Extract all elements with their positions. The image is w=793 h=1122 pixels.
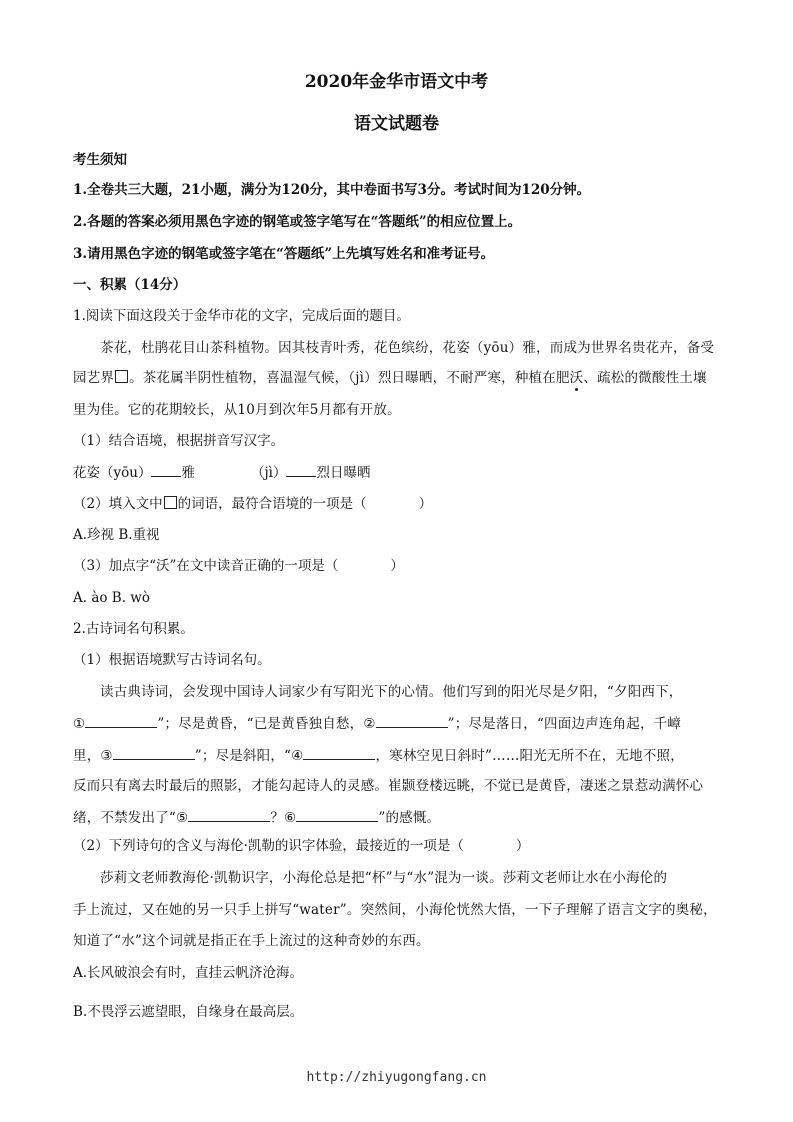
q1-sub-3 [73,556,404,576]
q2-passage-text: 里， [73,748,101,764]
answer-blank[interactable] [85,713,157,728]
q2-option-a: A.长风破浪会有时，直挂云帆济沧海。 [73,965,304,981]
q2-sub-2-text: ） [515,838,530,854]
notice-item-3: 3.请用黑色字迹的钢笔或签字笔在“答题纸”上先填写姓名和准考证号。 [73,246,495,262]
q2-story-line-1: 莎莉文老师教海伦·凯勒识字，小海伦总是把“杯”与“水”混为一谈。莎莉文老师让水在小海伦的 [100,870,668,886]
q2-passage-line-3 [73,745,684,766]
section-heading: 一、积累（14分） [73,277,187,293]
answer-blank[interactable] [151,462,181,477]
pinyin-item: 烈日曝晒 [316,465,371,481]
page-title: 2020年金华市语文中考 [304,72,489,92]
q1-passage-text: 园艺界 [73,370,115,386]
q1-sub-2-options: A.珍视 B.重视 [73,527,160,543]
q2-passage-text: 绪，不禁发出了“ [73,810,177,826]
q1-sub-2-text: （2）填入文中 [73,496,163,512]
q2-passage-text: ”；尽是落日，“四面边声连角起，千嶂 [447,716,682,732]
q2-story-line-2: 手上流过，又在她的另一只手上拼写“water”。突然间，小海伦恍然大悟，一下子理解了语言文字的奥秘， [73,902,717,918]
q2-passage-line-1: 读古典诗词，会发现中国诗人词家少有写阳光下的心情。他们写到的阳光尽是夕阳，“夕阳西下， [100,684,683,700]
answer-blank[interactable] [188,807,270,822]
q2-story-line-3: 知道了“水”这个词就是指正在手上流过的这种奇妙的东西。 [73,933,430,949]
page-subtitle: 语文试题卷 [354,114,439,134]
footer-url: http://zhiyugongfang.cn [306,1070,487,1085]
blank-marker-2: ② [363,716,376,732]
blank-box [115,370,128,383]
q2-passage-text: ”的感慨。 [378,810,441,826]
q2-passage-text: ”；尽是斜阳，“ [194,748,292,764]
blank-box [164,496,177,509]
q1-passage-line-1: 茶花，杜鹃花目山茶科植物。因其枝青叶秀，花色缤纷，花姿（yōu）雅，而成为世界名贵花卉，备受 [100,340,715,356]
notice-heading: 考生须知 [73,152,127,168]
q2-passage-line-2 [73,713,681,734]
answer-blank[interactable] [376,713,448,728]
pinyin-item: 花姿（yōu） [73,465,152,481]
q2-passage-line-4: 反而只有离去时最后的照影，才能勾起诗人的灵感。崔颢登楼远眺，不觉已是黄昏，凄迷之景惹动满怀心 [73,778,704,794]
q2-passage-text: ，寒林空见日斜时”……阳光无所不在，无地不照， [375,748,684,764]
q1-passage-line-2 [73,368,707,388]
q1-sub-3-text: （3）加点字“沃”在文中读音正确的一项是（ [73,558,339,574]
q2-sub-2 [73,836,529,856]
answer-blank[interactable] [113,745,195,760]
q2-option-b: B.不畏浮云遮望眼，自缘身在最高层。 [73,1004,304,1020]
blank-marker-4: ④ [291,748,304,764]
q2-sub-1: （1）根据语境默写古诗词名句。 [73,652,271,668]
q2-passage-line-5 [73,807,440,828]
blank-marker-3: ③ [100,748,113,764]
answer-blank[interactable] [296,807,378,822]
pinyin-item: （jì） [250,465,287,481]
q1-sub-3-options: A. ào B. wò [73,590,150,606]
q1-sub-3-text: ） [390,558,404,574]
q1-sub-2 [73,494,432,514]
answer-blank[interactable] [286,462,316,477]
q2-passage-text: ”；尽是黄昏，“已是黄昏独自愁， [157,716,364,732]
q1-sub-1: （1）结合语境，根据拼音写汉字。 [73,433,285,449]
pinyin-item: 雅 [181,465,195,481]
answer-blank[interactable] [303,745,375,760]
q1-sub-1-items [73,462,370,483]
notice-item-2: 2.各题的答案必须用黑色字迹的钢笔或签字笔写在“答题纸”的相应位置上。 [73,214,522,230]
question-2-stem: 2.古诗词名句积累。 [73,621,194,637]
notice-item-1: 1.全卷共三大题，21小题，满分为120分，其中卷面书写3分。考试时间为120分钟。 [73,182,591,198]
q2-sub-2-text: （2）下列诗句的含义与海伦·凯勒的识字体验，最接近的一项是（ [73,838,464,854]
q1-passage-text: 。茶花属半阴性植物，喜温湿气候，（jì）烈日曝晒，不耐严寒，种植在肥 [129,370,570,386]
question-1-stem: 1.阅读下面这段关于金华市花的文字，完成后面的题目。 [73,308,410,324]
q1-sub-2-text: 的词语，最符合语境的一项是（ [177,496,367,512]
dotted-character: 沃 [569,370,584,386]
q1-sub-2-text: ） [418,496,433,512]
blank-marker-5: ⑤ [176,810,189,826]
q1-passage-line-3: 里为佳。它的花期较长，从10月到次年5月都有开放。 [73,402,401,418]
blank-marker-1: ① [73,716,86,732]
q2-passage-text: ？ [270,810,285,826]
q1-passage-text: 、疏松的微酸性土壤 [583,370,707,386]
blank-marker-6: ⑥ [284,810,297,826]
